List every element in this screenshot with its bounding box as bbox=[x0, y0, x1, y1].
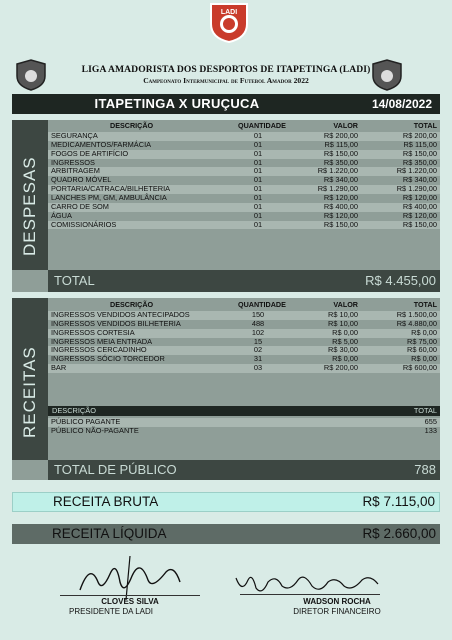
signature-line-director bbox=[240, 594, 380, 595]
row-qty: 01 bbox=[253, 210, 263, 220]
row-qty: 31 bbox=[253, 354, 263, 364]
row-tot: R$ 340,00 bbox=[402, 175, 437, 185]
row-tot: R$ 0,00 bbox=[411, 327, 437, 337]
row-qty: 03 bbox=[253, 363, 263, 373]
row-tot: R$ 60,00 bbox=[407, 345, 437, 355]
header-val: VALOR bbox=[333, 300, 358, 309]
row-desc: ARBITRAGEM bbox=[51, 166, 100, 176]
row-qty: 01 bbox=[253, 166, 263, 176]
row-desc: BAR bbox=[51, 363, 67, 373]
row-desc: INGRESSOS MEIA ENTRADA bbox=[51, 336, 153, 346]
row-tot: R$ 150,00 bbox=[402, 148, 437, 158]
row-desc: INGRESSOS bbox=[51, 157, 95, 167]
row-desc: INGRESSOS VENDIDOS ANTECIPADOS bbox=[51, 310, 190, 319]
despesas-section bbox=[12, 120, 440, 292]
row-desc: PÚBLICO PAGANTE bbox=[51, 417, 121, 426]
row-val: R$ 120,00 bbox=[323, 210, 358, 220]
despesas-header-row bbox=[48, 122, 440, 131]
row-qty: 150 bbox=[251, 310, 265, 319]
table-row bbox=[48, 150, 440, 159]
row-val: R$ 200,00 bbox=[323, 131, 358, 140]
row-val: R$ 115,00 bbox=[324, 139, 358, 149]
row-qty: 01 bbox=[253, 175, 263, 185]
row-val: R$ 10,00 bbox=[328, 318, 358, 328]
row-tot: R$ 120,00 bbox=[402, 192, 437, 202]
row-val: R$ 1.220,00 bbox=[317, 166, 358, 176]
public-header-tot: TOTAL bbox=[413, 406, 437, 415]
row-desc: COMISSIONÁRIOS bbox=[51, 219, 117, 229]
row-tot: R$ 600,00 bbox=[402, 363, 437, 373]
row-val: R$ 200,00 bbox=[323, 363, 358, 373]
public-total-bar bbox=[48, 460, 440, 480]
row-val: R$ 120,00 bbox=[323, 192, 358, 202]
receita-bruta-bar bbox=[12, 492, 440, 512]
row-qty: 01 bbox=[253, 192, 263, 202]
row-desc: FOGOS DE ARTIFÍCIO bbox=[51, 148, 129, 158]
row-desc: QUADRO MÓVEL bbox=[51, 175, 112, 185]
despesas-total-bar bbox=[48, 270, 440, 292]
ladi-crest-logo-left bbox=[14, 58, 48, 92]
row-val: R$ 30,00 bbox=[328, 345, 358, 355]
public-header-row bbox=[48, 406, 440, 416]
table-row bbox=[48, 221, 440, 230]
row-val: R$ 340,00 bbox=[323, 175, 358, 185]
row-desc: SEGURANÇA bbox=[51, 131, 98, 140]
row-val: R$ 150,00 bbox=[323, 219, 358, 229]
row-desc: PÚBLICO NÃO-PAGANTE bbox=[51, 425, 139, 435]
header-desc: DESCRIÇÃO bbox=[110, 300, 154, 309]
row-val: R$ 10,00 bbox=[328, 310, 358, 319]
despesas-total-value: R$ 4.455,00 bbox=[365, 273, 436, 288]
public-header-desc: DESCRIÇÃO bbox=[52, 406, 96, 415]
row-qty: 01 bbox=[253, 201, 263, 211]
logo-text: LADI bbox=[220, 9, 238, 16]
row-tot: 655 bbox=[424, 417, 437, 426]
row-qty: 01 bbox=[253, 139, 263, 149]
header-val: VALOR bbox=[333, 121, 358, 130]
despesas-side-label bbox=[12, 120, 48, 270]
row-qty: 01 bbox=[253, 148, 263, 158]
receitas-side-label bbox=[12, 298, 48, 460]
row-tot: R$ 4.880,00 bbox=[396, 318, 437, 328]
row-val: R$ 1.290,00 bbox=[317, 184, 358, 194]
match-date: 14/08/2022 bbox=[371, 97, 432, 111]
row-qty: 488 bbox=[251, 318, 265, 328]
public-total-label: TOTAL DE PÚBLICO bbox=[54, 462, 177, 477]
table-row bbox=[48, 159, 440, 168]
signature-role-director: DIRETOR FINANCEIRO bbox=[293, 607, 381, 616]
row-tot: R$ 75,00 bbox=[407, 336, 437, 346]
row-desc: INGRESSOS CORTESIA bbox=[51, 327, 135, 337]
row-tot: R$ 350,00 bbox=[402, 157, 437, 167]
match-teams: ITAPETINGA X URUÇUCA bbox=[94, 96, 260, 111]
despesas-total-label: TOTAL bbox=[54, 273, 95, 288]
row-tot: R$ 115,00 bbox=[403, 139, 437, 149]
row-qty: 102 bbox=[251, 327, 265, 337]
row-tot: R$ 400,00 bbox=[402, 201, 437, 211]
row-qty: 15 bbox=[253, 336, 263, 346]
row-qty: 02 bbox=[253, 345, 263, 355]
public-table bbox=[48, 418, 440, 438]
header-qty: QUANTIDADE bbox=[238, 121, 286, 130]
header-tot: TOTAL bbox=[413, 121, 437, 130]
receitas-section bbox=[12, 298, 440, 480]
row-qty: 01 bbox=[253, 157, 263, 167]
row-tot: R$ 1.500,00 bbox=[396, 310, 437, 319]
receitas-header-row bbox=[48, 301, 440, 310]
header-qty: QUANTIDADE bbox=[238, 300, 286, 309]
row-qty: 01 bbox=[253, 219, 263, 229]
signature-name-president: CLOVES SILVA bbox=[101, 597, 159, 606]
org-name: LIGA AMADORISTA DOS DESPORTOS DE ITAPETINGA (LADI) bbox=[81, 64, 371, 75]
row-tot: R$ 200,00 bbox=[402, 131, 437, 140]
receita-liquida-label: RECEITA LÍQUIDA bbox=[52, 526, 167, 541]
public-total-value: 788 bbox=[414, 462, 436, 477]
row-val: R$ 400,00 bbox=[323, 201, 358, 211]
row-val: R$ 0,00 bbox=[332, 354, 358, 364]
despesas-label: DESPESAS bbox=[20, 156, 39, 256]
receitas-table bbox=[48, 301, 440, 391]
row-desc: MEDICAMENTOS/FARMÁCIA bbox=[51, 139, 152, 149]
receitas-label: RECEITAS bbox=[20, 346, 39, 438]
row-tot: R$ 1.290,00 bbox=[396, 184, 437, 194]
org-subtitle: Campeonato Intermunicipal de Futebol Amador 2022 bbox=[143, 76, 309, 85]
table-row bbox=[48, 427, 440, 436]
row-val: R$ 150,00 bbox=[323, 148, 358, 158]
receita-bruta-label: RECEITA BRUTA bbox=[53, 494, 159, 509]
row-desc: PORTARIA/CATRACA/BILHETERIA bbox=[51, 184, 171, 194]
row-val: R$ 350,00 bbox=[323, 157, 358, 167]
row-qty: 01 bbox=[253, 184, 263, 194]
signature-name-director: WADSON ROCHA bbox=[303, 597, 371, 606]
receita-liquida-value: R$ 2.660,00 bbox=[362, 526, 436, 541]
row-tot: R$ 150,00 bbox=[402, 219, 437, 229]
row-tot: R$ 0,00 bbox=[411, 354, 437, 364]
row-tot: R$ 1.220,00 bbox=[396, 166, 437, 176]
row-qty: 01 bbox=[253, 131, 263, 140]
row-val: R$ 0,00 bbox=[332, 327, 358, 337]
signature-role-president: PRESIDENTE DA LADI bbox=[68, 607, 154, 616]
receita-bruta-value: R$ 7.115,00 bbox=[362, 494, 435, 509]
match-bar bbox=[12, 94, 440, 114]
row-desc: LANCHES PM, GM, AMBULÂNCIA bbox=[51, 192, 167, 202]
header-desc: DESCRIÇÃO bbox=[110, 121, 154, 130]
row-desc: INGRESSOS VENDIDOS BILHETERIA bbox=[51, 318, 181, 328]
signature-line-president bbox=[60, 595, 200, 596]
table-row bbox=[48, 355, 440, 364]
row-desc: INGRESSOS SÓCIO TORCEDOR bbox=[51, 354, 165, 364]
row-val: R$ 5,00 bbox=[332, 336, 358, 346]
row-desc: ÁGUA bbox=[51, 210, 72, 220]
row-desc: CARRO DE SOM bbox=[51, 201, 109, 211]
row-tot: 133 bbox=[424, 425, 437, 435]
receita-liquida-bar bbox=[12, 524, 440, 544]
despesas-table bbox=[48, 122, 440, 248]
table-row bbox=[48, 364, 440, 373]
table-row bbox=[48, 203, 440, 212]
ladi-crest-logo-top bbox=[207, 0, 251, 44]
header-tot: TOTAL bbox=[413, 300, 437, 309]
row-desc: INGRESSOS CERCADINHO bbox=[51, 345, 147, 355]
row-tot: R$ 120,00 bbox=[402, 210, 437, 220]
